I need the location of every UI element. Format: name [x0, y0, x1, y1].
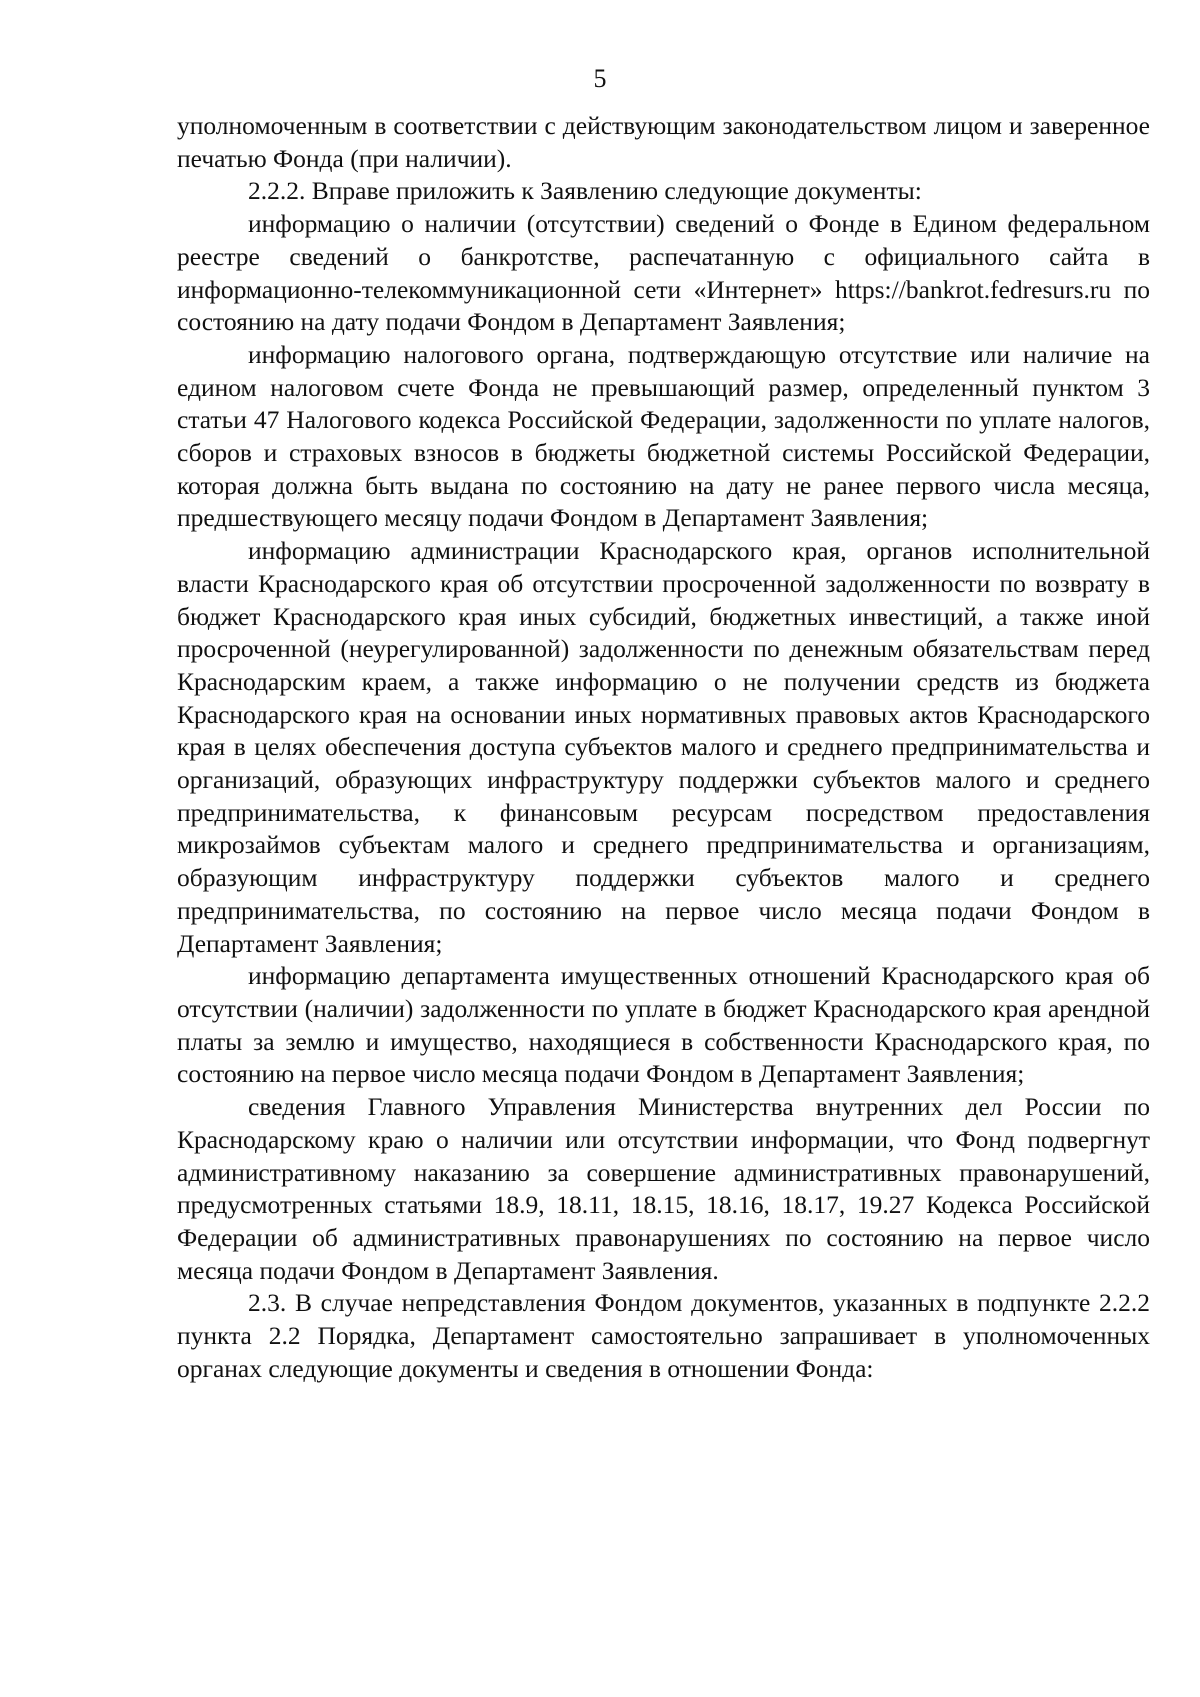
paragraph-administration-info: информацию администрации Краснодарского края, органов исполнительной власти Краснодарского края об отсутствии просроченной задолженности по возврату в бюджет Краснодарского края иных субсидий, бюджетных инвестиций, а также иной просроченной (неурегулированной) задолженности по денежным обязательствам перед Краснодарским краем, а также информацию о не получении средств из бюджета Краснодарского края на основании иных нормативных правовых актов Краснодарского края в целях обеспечения доступа субъектов малого и среднего предпринимательства и организаций, образующих инфраструктуру поддержки субъектов малого и среднего предпринимательства, к финансовым ресурсам посредством предоставления микрозаймов субъектам малого и среднего предпринимательства и организациям, образующим инфраструктуру поддержки субъектов малого и среднего предпринимательства, по состоянию на первое число месяца подачи Фондом в Департамент Заявления;: [177, 536, 1150, 958]
paragraph-tax-authority-info: информацию налогового органа, подтверждающую отсутствие или наличие на едином налоговом счете Фонда не превышающий размер, определенный пунктом 3 статьи 47 Налогового кодекса Российской Федерации, задолженности по уплате налогов, сборов и страховых взносов в бюджеты бюджетной системы Российской Федерации, которая должна быть выдана по состоянию на дату не ранее первого числа месяца, предшествующего месяцу подачи Фондом в Департамент Заявления;: [177, 339, 1150, 533]
paragraph-interior-ministry-info: сведения Главного Управления Министерства внутренних дел России по Краснодарскому краю о наличии или отсутствии информации, что Фонд подвергнут административному наказанию за совершение административных правонарушений, предусмотренных статьями 18.9, 18.11, 18.15, 18.16, 18.17, 19.27 Кодекса Российской Федерации об административных правонарушениях по состоянию на первое число месяца подачи Фондом в Департамент Заявления.: [177, 1092, 1150, 1285]
paragraph-continuation: уполномоченным в соответствии с действующим законодательством лицом и заверенное печатью Фонда (при наличии).: [177, 111, 1150, 173]
document-body: [177, 110, 1150, 1385]
paragraph-2-3: 2.3. В случае непредставления Фондом документов, указанных в подпункте 2.2.2 пункта 2.2 Порядка, Департамент самостоятельно запрашивает в уполномоченных органах следующие документы и сведения в отношении Фонда:: [177, 1288, 1150, 1383]
paragraph-bankruptcy-registry-info: информацию о наличии (отсутствии) сведений о Фонде в Едином федеральном реестре сведений о банкротстве, распечатанную с официального сайта в информационно-телекоммуникационной сети «Интернет» https://bankrot.fedresurs.ru по состоянию на дату подачи Фондом в Департамент Заявления;: [177, 209, 1150, 337]
paragraph-property-department-info: информацию департамента имущественных отношений Краснодарского края об отсутствии (наличии) задолженности по уплате в бюджет Краснодарского края арендной платы за землю и имущество, находящиеся в собственности Краснодарского края, по состоянию на первое число месяца подачи Фондом в Департамент Заявления;: [177, 961, 1150, 1089]
page-number: 5: [593, 64, 607, 93]
paragraph-2-2-2-heading: 2.2.2. Вправе приложить к Заявлению следующие документы:: [248, 176, 922, 206]
